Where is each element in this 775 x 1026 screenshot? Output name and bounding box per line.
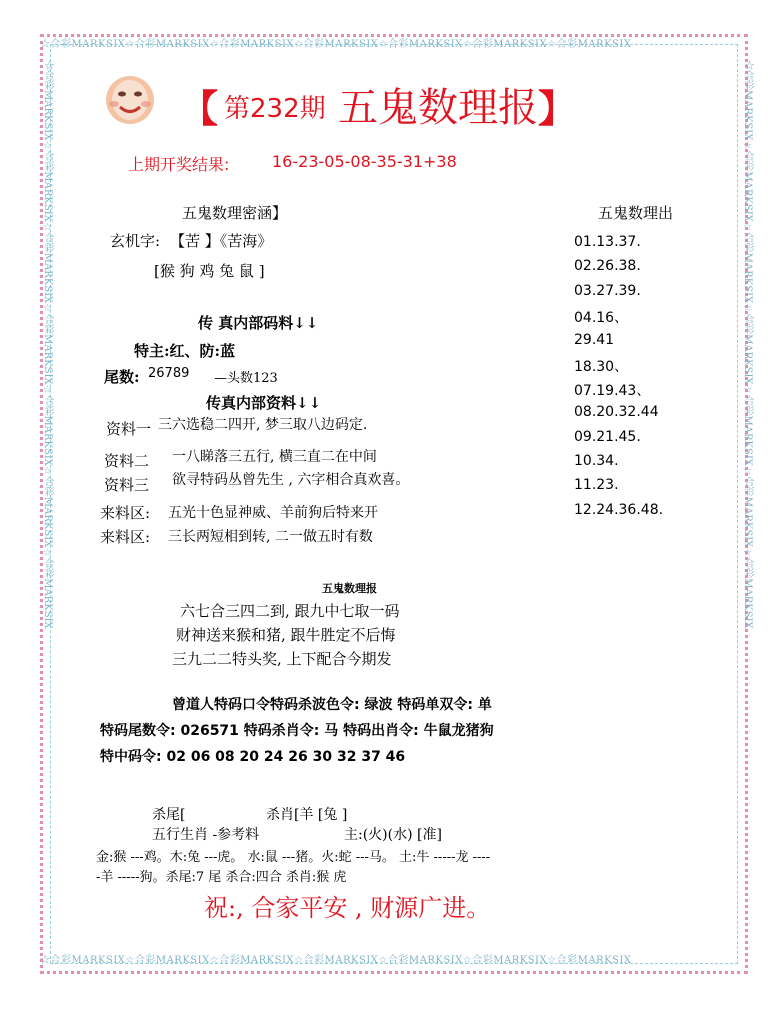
head-value: —头数123 [214,371,278,386]
watermark-right: ☆合彩MARKSIX☆合彩MARKSIX☆合彩MARKSIX☆合彩MARKSIX☆合彩MARKSIX☆合彩MARKSIX☆合彩MARKSIX [742,60,753,629]
title-bracket-open: 【 [180,86,219,131]
ziliao2-text: 一八睇落三五行, 横三直二在中间 [172,449,377,465]
wuxing-main: 主:(火)(水) [准] [344,827,442,843]
poem-line: 财神送来猴和猪, 跟牛胜定不后悔 [176,626,396,644]
number-row: 03.27.39. [574,283,641,299]
elements-line-b: -羊 -----狗。杀尾:7 尾 杀合:四合 杀肖:猴 虎 [96,870,347,885]
number-row: 07.19.43、 [574,383,651,399]
number-row: 11.23. [574,477,619,493]
number-row: 01.13.37. [574,234,641,250]
number-row: 10.34. [574,453,619,469]
laiyu2-label: 来料区: [100,528,151,546]
ziliao1-text: 三六选稳二四开, 梦三取八边码定. [158,417,368,433]
laiyu1-label: 来料区: [100,504,151,522]
watermark-left: ☆合彩MARKSIX☆合彩MARKSIX☆合彩MARKSIX☆合彩MARKSIX☆合彩MARKSIX☆合彩MARKSIX☆合彩MARKSIX [42,60,53,629]
numbers-column-title: 五鬼数理出 [598,204,674,222]
ziliao2-label: 资料二 [104,452,150,470]
mascot-face-icon [98,74,162,126]
command-line-hit: 特中码令: 02 06 08 20 24 26 30 32 37 46 [100,749,406,765]
zodiac-list: [猴 狗 鸡 兔 鼠 ] [154,262,265,280]
wuxing-title: 五行生肖 -参考料 [152,827,260,843]
command-line-wave: 曾道人特码口令特码杀波色令: 绿波 特码单双令: 单 [172,697,492,713]
last-result-label: 上期开奖结果: [128,155,230,174]
title-bracket-close: 】 [538,86,577,131]
tail-label: 尾数: [104,368,140,386]
number-row: 08.20.32.44 [574,404,659,420]
special-main: 特主:红、防:蓝 [134,342,236,360]
command-line-tail: 特码尾数令: 026571 特码杀肖令: 马 特码出肖令: 牛鼠龙猪狗 [100,723,494,739]
number-row: 09.21.45. [574,429,641,445]
section-title-mihan: 五鬼数理密涵】 [182,204,288,222]
watermark-top: ☆合彩MARKSIX☆合彩MARKSIX☆合彩MARKSIX☆合彩MARKSIX☆合彩MARKSIX☆合彩MARKSIX☆合彩MARKSIX [40,39,632,50]
kill-zodiac: 杀肖[羊 [兔 ] [266,807,348,823]
number-row: 02.26.38. [574,258,641,274]
poem-title: 五鬼数理报 [322,582,377,595]
xuanji-value: 【苦 】《苦海》 [170,232,273,250]
watermark-bottom: ☆合彩MARKSIX☆合彩MARKSIX☆合彩MARKSIX☆合彩MARKSIX☆合彩MARKSIX☆合彩MARKSIX☆合彩MARKSIX [40,955,632,966]
fax-info-title: 传真内部资料↓↓ [206,394,322,412]
tail-value: 26789 [148,366,190,381]
xuanji-label: 玄机字: [110,232,161,250]
laiyu1-text: 五光十色显神威、羊前狗后特来开 [168,505,378,521]
number-row: 12.24.36.48. [574,502,664,518]
blessing: 祝:, 合家平安 , 财源广进。 [204,894,491,922]
number-row: 04.16、 [574,310,629,326]
laiyu2-text: 三长两短相到转, 二一做五时有数 [168,529,373,545]
fax-code-title: 传 真内部码料↓↓ [198,314,319,332]
number-row: 18.30、 [574,359,629,375]
poem-line: 三九二二特头奖, 上下配合今期发 [172,650,392,668]
ziliao1-label: 资料一 [106,420,152,438]
number-row: 29.41 [574,332,615,348]
ziliao3-text: 欲寻特码丛曾先生 , 六字相合真欢喜。 [172,472,410,488]
last-result-numbers: 16-23-05-08-35-31+38 [272,152,457,171]
elements-line-a: 金:猴 ---鸡。木:兔 ---虎。 水:鼠 ---猪。火:蛇 ---马。 土:牛 -----龙 ---- [96,850,491,865]
page-title: 五鬼数理报 [338,85,538,131]
issue-number: 第232期 [224,94,326,124]
ziliao3-label: 资料三 [104,476,150,494]
poem-line: 六七合三四二到, 跟九中七取一码 [180,602,400,620]
kill-tail: 杀尾[ [152,807,186,823]
